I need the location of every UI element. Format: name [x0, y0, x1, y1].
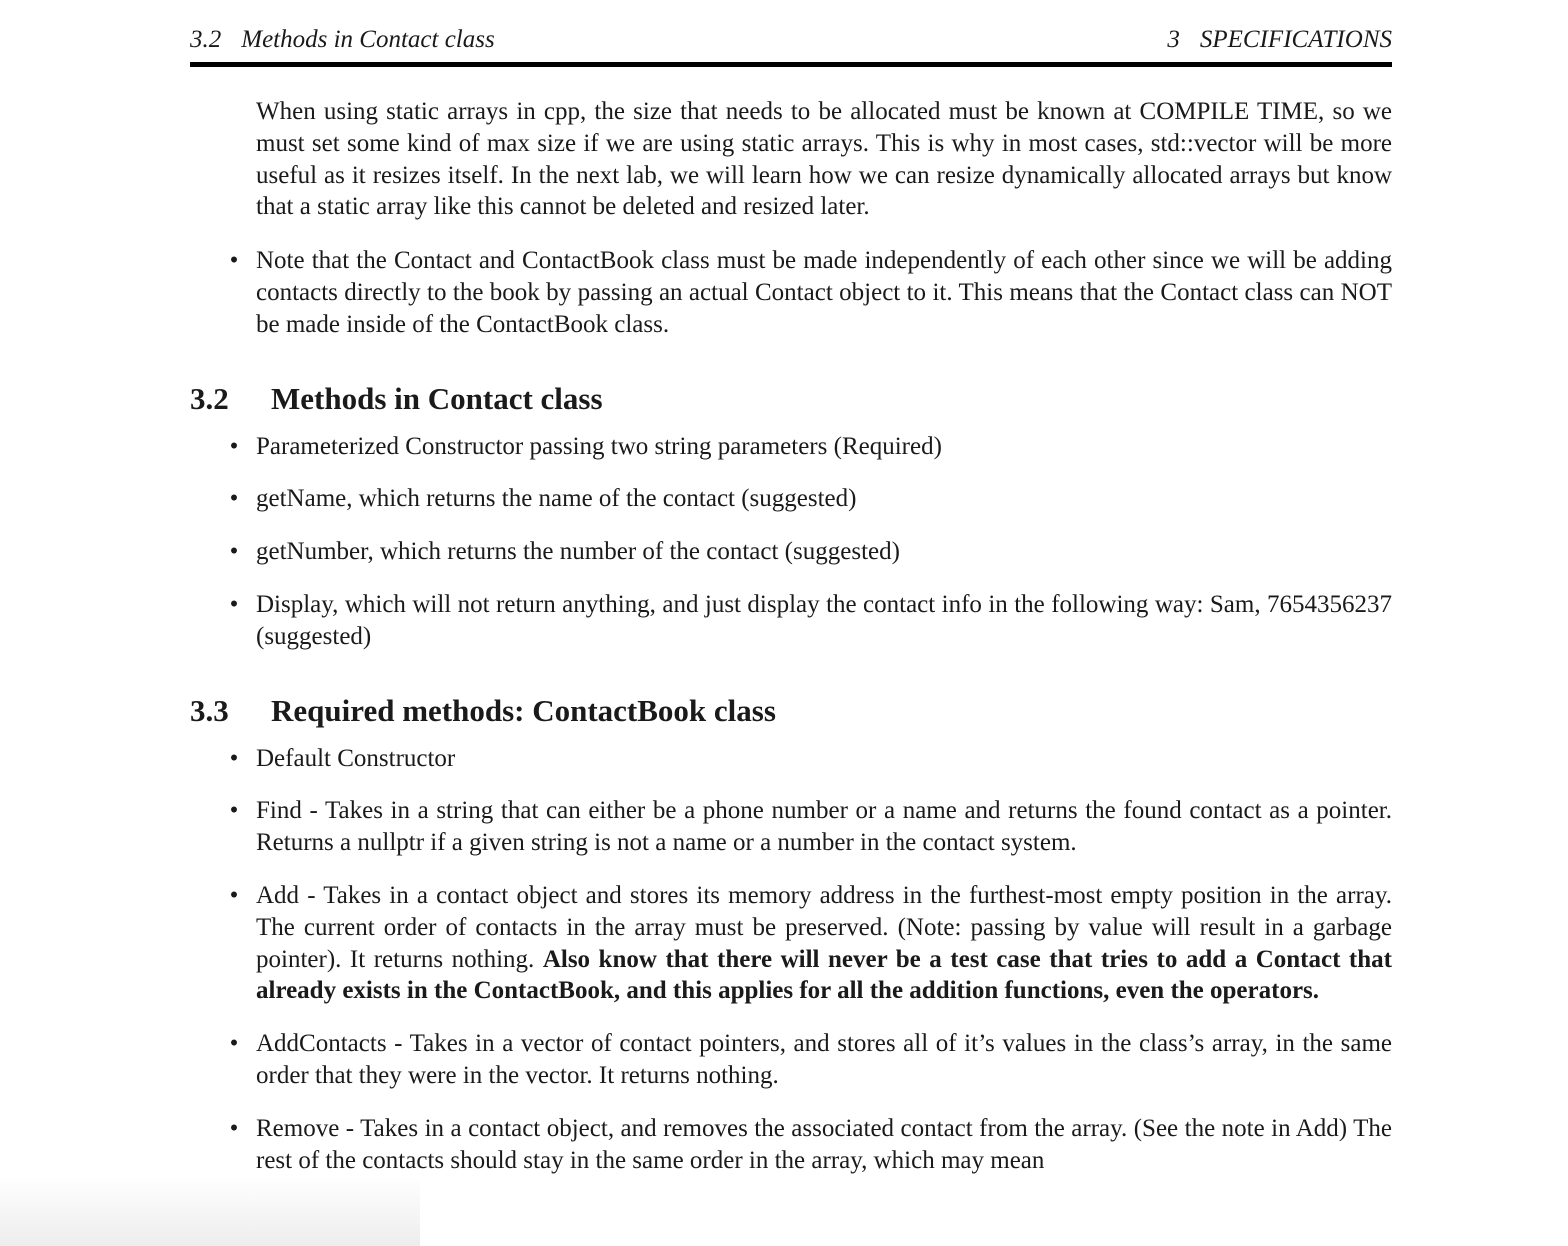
- bullet-icon: •: [229, 432, 239, 460]
- bullet-icon: •: [229, 1114, 239, 1142]
- list-item-bold-note: Also know that there will never be a test case that tries to add a Contact that already exists in the ContactBook, and this applies for all the addition functions, even the operators.: [256, 945, 1392, 1005]
- bullet-icon: •: [229, 247, 239, 275]
- running-header-right: [1167, 26, 1392, 54]
- section-number: 3.3: [190, 692, 229, 728]
- running-header-left: [190, 26, 495, 54]
- list-item: [229, 431, 1392, 463]
- header-section-number: 3.2: [190, 26, 222, 53]
- section-title: Methods in Contact class: [271, 380, 603, 416]
- running-header: [190, 26, 1392, 64]
- bullet-icon: •: [229, 1030, 239, 1058]
- bullet-icon: •: [229, 744, 239, 772]
- document-body: [190, 96, 1392, 1197]
- bullet-icon: •: [229, 881, 239, 909]
- header-section-title: Methods in Contact class: [241, 26, 495, 53]
- list-item-text: Parameterized Constructor passing two string parameters (Required): [256, 432, 942, 460]
- section-title: Required methods: ContactBook class: [271, 692, 776, 728]
- list-item: [229, 1113, 1392, 1177]
- list-item: [229, 589, 1392, 653]
- bullet-icon: •: [229, 797, 239, 825]
- section-heading-3-2: [190, 379, 1392, 419]
- bullet-icon: •: [229, 538, 239, 566]
- list-item-text: AddContacts - Takes in a vector of contact pointers, and stores all of it’s values in the class’s array, in the same order that they were in the vector. It returns nothing.: [256, 1030, 1392, 1089]
- list-item-text: getName, which returns the name of the contact (suggested): [256, 485, 857, 513]
- list-item-text: Find - Takes in a string that can either be a phone number or a name and returns the found contact as a pointer. Returns a nullptr if a given string is not a name or a number in the contact system.: [256, 797, 1392, 857]
- list-item: [229, 795, 1392, 859]
- bullet-icon: •: [229, 590, 239, 618]
- list-item-text: Remove - Takes in a contact object, and removes the associated contact from the array. (See the note in Add) The rest of the contacts should stay in the same order in the array, which may mean: [256, 1114, 1392, 1174]
- list-item: [229, 1028, 1392, 1092]
- bullet-icon: •: [229, 485, 239, 513]
- section-heading-3-3: [190, 691, 1392, 731]
- list-item: [229, 245, 1392, 340]
- document-page: [190, 0, 1392, 1246]
- list-item-text: getNumber, which returns the number of the contact (suggested): [256, 538, 900, 566]
- list-item: [229, 743, 1392, 775]
- list-item-text: Display, which will not return anything, and just display the contact info in the following way: Sam, 7654356237 (suggested): [256, 590, 1392, 650]
- section-number: 3.2: [190, 380, 229, 416]
- list-item: [229, 483, 1392, 515]
- list-item: [229, 536, 1392, 568]
- list-item-text: Add - Takes in a contact object and stores its memory address in the furthest-most empty position in the array. The current order of contacts in the array must be preserved. (Note: passing by value will result in a garbage pointer). It returns nothing.: [256, 881, 1392, 973]
- header-rule: [190, 62, 1392, 67]
- list-item-add: [229, 880, 1392, 1007]
- header-chapter-number: 3: [1167, 26, 1180, 53]
- list-item-text: Note that the Contact and ContactBook class must be made independently of each other since we will be adding contacts directly to the book by passing an actual Contact object to it. This means that the Contact class can NOT be made inside of the ContactBook class.: [256, 247, 1392, 338]
- list-item-text: Default Constructor: [256, 744, 456, 772]
- intro-paragraph: When using static arrays in cpp, the size that needs to be allocated must be known at COMPILE TIME, so we must set some kind of max size if we are using static arrays. This is why in most cases, std::vector will be more useful as it resizes itself. In the next lab, we will learn how we can resize dynamically allocated arrays but know that a static array like this cannot be deleted and resized later.: [256, 98, 1392, 221]
- header-chapter-title: SPECIFICATIONS: [1199, 26, 1392, 53]
